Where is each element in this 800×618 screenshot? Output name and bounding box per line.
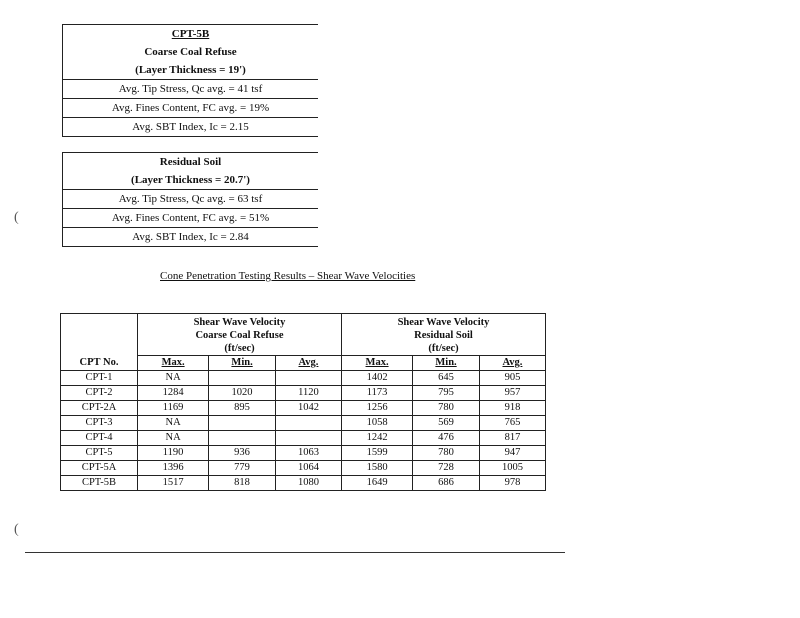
velocity-cell: 476	[413, 431, 480, 446]
velocity-cell: 1190	[138, 446, 209, 461]
cpt-id-cell: CPT-2	[61, 386, 138, 401]
coarse-coal-refuse-summary	[62, 24, 318, 137]
velocity-cell: 795	[413, 386, 480, 401]
velocity-cell: 779	[209, 461, 276, 476]
sub-avg-1: Avg.	[275, 356, 341, 371]
velocity-cell: 1402	[341, 371, 412, 386]
velocity-cell: NA	[138, 371, 209, 386]
cpt-id-cell: CPT-5	[61, 446, 138, 461]
summary-row: Avg. Tip Stress, Qc avg. = 63 tsf	[63, 189, 318, 208]
velocity-cell: 1580	[341, 461, 412, 476]
group1-line2: Coarse Coal Refuse	[195, 330, 284, 341]
velocity-cell: 1058	[341, 416, 412, 431]
margin-mark-2: (	[14, 522, 19, 537]
sub-min-2: Min.	[413, 356, 480, 371]
summary-row: Avg. SBT Index, Ic = 2.84	[63, 227, 318, 246]
cpt-id-cell: CPT-5A	[61, 461, 138, 476]
group2-line1: Shear Wave Velocity	[397, 317, 490, 328]
velocity-cell: 1599	[341, 446, 412, 461]
velocity-cell: NA	[138, 431, 209, 446]
velocity-cell: 818	[209, 476, 276, 491]
velocity-cell: 1064	[275, 461, 341, 476]
velocity-cell: 1080	[275, 476, 341, 491]
summary-row: Coarse Coal Refuse	[144, 46, 237, 58]
velocity-cell	[209, 416, 276, 431]
summary-row: Avg. Fines Content, FC avg. = 51%	[63, 208, 318, 227]
velocity-cell: 780	[413, 446, 480, 461]
velocity-cell: 957	[479, 386, 545, 401]
velocity-cell: 728	[413, 461, 480, 476]
velocity-cell	[275, 416, 341, 431]
sub-avg-2: Avg.	[479, 356, 545, 371]
table-caption: Cone Penetration Testing Results – Shear Wave Velocities	[160, 270, 416, 282]
cpt-id-cell: CPT-1	[61, 371, 138, 386]
velocity-cell: 918	[479, 401, 545, 416]
summary-row: Avg. SBT Index, Ic = 2.15	[63, 117, 318, 136]
velocity-cell: 1173	[341, 386, 412, 401]
group2-line3: (ft/sec)	[428, 343, 459, 354]
velocity-cell: 1120	[275, 386, 341, 401]
table-row	[61, 461, 546, 476]
velocity-cell: 1005	[479, 461, 545, 476]
summary-row: CPT-5B	[171, 28, 210, 40]
velocity-cell: 1517	[138, 476, 209, 491]
footer-rule	[25, 552, 565, 553]
velocity-cell: 1242	[341, 431, 412, 446]
shear-wave-velocity-table	[60, 313, 546, 491]
sub-max-1: Max.	[138, 356, 209, 371]
velocity-cell: 1042	[275, 401, 341, 416]
velocity-cell: 765	[479, 416, 545, 431]
velocity-cell	[209, 431, 276, 446]
group2-line2: Residual Soil	[414, 330, 473, 341]
group-residual-soil	[341, 314, 545, 356]
table-row	[61, 416, 546, 431]
velocity-cell: 1256	[341, 401, 412, 416]
velocity-cell: 569	[413, 416, 480, 431]
velocity-cell: 686	[413, 476, 480, 491]
cpt-id-cell: CPT-3	[61, 416, 138, 431]
velocity-cell: 978	[479, 476, 545, 491]
table-row	[61, 476, 546, 491]
cpt-id-cell: CPT-4	[61, 431, 138, 446]
summary-row: Avg. Fines Content, FC avg. = 19%	[63, 98, 318, 117]
group1-line3: (ft/sec)	[224, 343, 255, 354]
cpt-id-cell: CPT-2A	[61, 401, 138, 416]
velocity-cell: 645	[413, 371, 480, 386]
velocity-cell: NA	[138, 416, 209, 431]
velocity-cell: 1020	[209, 386, 276, 401]
group1-line1: Shear Wave Velocity	[193, 317, 286, 328]
velocity-cell: 1396	[138, 461, 209, 476]
summary-row: Residual Soil	[159, 156, 222, 168]
table-row	[61, 386, 546, 401]
velocity-cell: 780	[413, 401, 480, 416]
velocity-cell: 905	[479, 371, 545, 386]
velocity-cell: 936	[209, 446, 276, 461]
summary-row: Avg. Tip Stress, Qc avg. = 41 tsf	[63, 79, 318, 98]
cpt-id-cell: CPT-5B	[61, 476, 138, 491]
velocity-cell: 895	[209, 401, 276, 416]
table-row	[61, 446, 546, 461]
residual-soil-summary	[62, 152, 318, 247]
velocity-cell: 1284	[138, 386, 209, 401]
table-row	[61, 371, 546, 386]
velocity-cell: 1063	[275, 446, 341, 461]
summary-row: (Layer Thickness = 19')	[135, 64, 246, 76]
velocity-cell	[209, 371, 276, 386]
velocity-cell	[275, 431, 341, 446]
margin-mark-1: (	[14, 210, 19, 225]
col-cpt-no: CPT No.	[61, 314, 138, 371]
sub-max-2: Max.	[341, 356, 412, 371]
sub-min-1: Min.	[209, 356, 276, 371]
summary-row: (Layer Thickness = 20.7')	[131, 174, 250, 186]
velocity-cell: 1649	[341, 476, 412, 491]
group-coarse-coal-refuse	[138, 314, 342, 356]
velocity-cell: 817	[479, 431, 545, 446]
velocity-cell	[275, 371, 341, 386]
velocity-cell: 1169	[138, 401, 209, 416]
table-row	[61, 401, 546, 416]
velocity-cell: 947	[479, 446, 545, 461]
table-row	[61, 431, 546, 446]
